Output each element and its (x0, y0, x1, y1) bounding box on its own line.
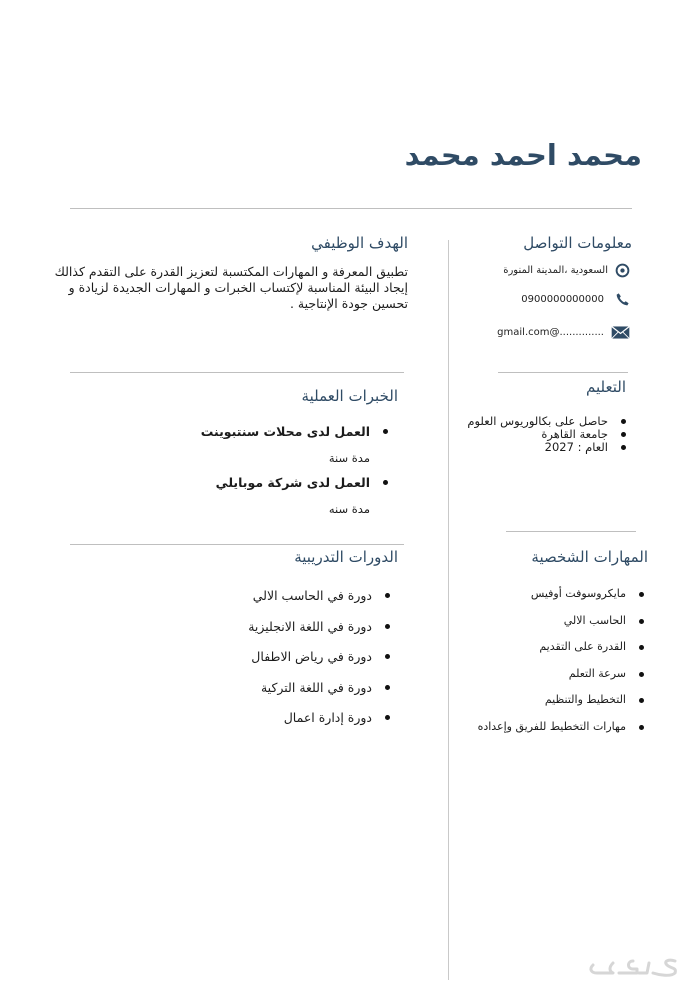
course-item: دورة في اللغة الانجليزية (174, 619, 394, 650)
experience-title: العمل لدى شركة موبايلي (215, 475, 370, 490)
education-item: جامعة القاهرة (430, 428, 630, 441)
contact-phone (521, 291, 630, 307)
skill-item: مهارات التخطيط للفريق وإعداده (428, 720, 648, 747)
header-divider (70, 208, 632, 209)
skills-divider (506, 531, 636, 532)
courses-section-title: الدورات التدريبية (294, 548, 398, 566)
skills-section-title: المهارات الشخصية (531, 548, 648, 566)
phone-text: 0900000000000 (521, 293, 604, 305)
course-item: دورة إدارة اعمال (174, 710, 394, 741)
skill-item: الحاسب الالي (428, 614, 648, 641)
objective-text: تطبيق المعرفة و المهارات المكتسبة لتعزيز القدرة على التقدم كذالك إيجاد البيئة المناسبة لإكتساب الخبرات و المهارات الجديدة لزيادة و تحسين جودة الإنتاجية . (54, 264, 408, 311)
contact-section-title: معلومات التواصل (523, 234, 632, 252)
contact-email (497, 324, 630, 340)
experience-duration: مدة سنه (328, 502, 370, 516)
experience-item (172, 424, 392, 465)
experience-item (172, 475, 392, 516)
education-item: حاصل على بكالوريوس العلوم (430, 415, 630, 428)
courses-list (174, 588, 394, 741)
education-item: العام : 2027 (430, 441, 630, 454)
courses-divider (70, 544, 404, 545)
skill-item: سرعة التعلم (428, 667, 648, 694)
objective-section-title: الهدف الوظيفي (311, 234, 408, 252)
education-section-title: التعليم (586, 378, 626, 396)
person-name: محمد احمد محمد (404, 138, 642, 172)
education-divider (498, 372, 628, 373)
contact-location (503, 262, 630, 278)
envelope-icon (610, 324, 630, 340)
course-item: دورة في اللغة التركية (174, 680, 394, 711)
course-item: دورة في الحاسب الالي (174, 588, 394, 619)
experience-divider (70, 372, 404, 373)
location-pin-icon (614, 262, 630, 278)
experience-section-title: الخبرات العملية (301, 387, 398, 405)
skill-item: التخطيط والتنظيم (428, 693, 648, 720)
course-item: دورة في رياض الاطفال (174, 649, 394, 680)
experience-duration: مدة سنة (328, 451, 370, 465)
experience-list (172, 424, 392, 516)
haraj-watermark-logo (583, 955, 683, 979)
skills-list (428, 587, 648, 746)
location-text: السعودية ،المدينة المنورة (503, 264, 608, 276)
skill-item: القدرة على التقديم (428, 640, 648, 667)
skill-item: مايكروسوفت أوفيس (428, 587, 648, 614)
phone-icon (614, 291, 630, 307)
email-text: ..............@gmail.com (497, 326, 604, 338)
education-list (430, 415, 630, 454)
experience-title: العمل لدى محلات سنتبوينت (200, 424, 370, 439)
